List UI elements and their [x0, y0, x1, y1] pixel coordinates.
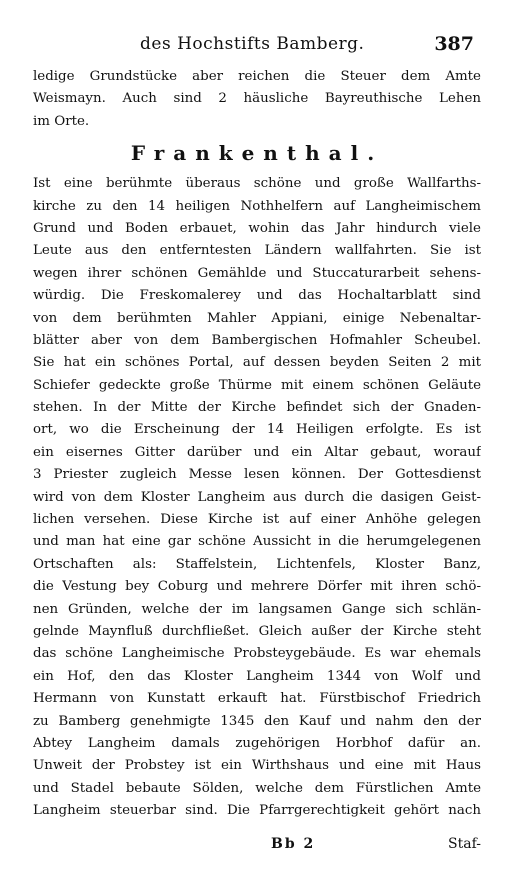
page-header: [140, 32, 474, 56]
text-line: gelnde Maynfluß durchfließet. Gleich außer der Kirche steht: [33, 623, 481, 639]
catchword: Staf-: [448, 836, 481, 852]
text-line: Grund und Boden erbauet, wohin das Jahr hindurch viele: [33, 220, 481, 236]
body-text: [33, 66, 481, 823]
page-footer: [33, 832, 481, 856]
text-line: würdig. Die Freskomalerey und das Hochaltarblatt sind: [33, 288, 481, 304]
text-line: das schöne Langheimische Probsteygebäude. Es war ehemals: [33, 646, 481, 662]
text-line: Weismayn. Auch sind 2 häusliche Bayreuthische Lehen: [33, 91, 481, 107]
signature-mark: Bb 2: [271, 836, 316, 852]
page-number: 387: [434, 33, 474, 55]
running-title: des Hochstifts Bamberg.: [140, 34, 365, 54]
text-line: Ist eine berühmte überaus schöne und große Wallfarths-: [33, 176, 481, 192]
text-line: und Stadel bebaute Sölden, welche dem Fürstlichen Amte: [33, 780, 481, 796]
text-block-after-heading: [33, 173, 481, 822]
text-line: blätter aber von dem Bambergischen Hofmahler Scheubel.: [33, 332, 481, 348]
text-line: Abtey Langheim damals zugehörigen Horbhof dafür an.: [33, 735, 481, 751]
text-line: von dem berühmten Mahler Appiani, einige Nebenaltar-: [33, 310, 481, 326]
text-line: Langheim steuerbar sind. Die Pfarrgerechtigkeit gehört nach: [33, 803, 481, 819]
text-line: kirche zu den 14 heiligen Nothhelfern auf Langheimischem: [33, 198, 481, 214]
text-line: Ortschaften als: Staffelstein, Lichtenfels, Kloster Banz,: [33, 556, 481, 572]
text-line: Leute aus den entferntesten Ländern wallfahrten. Sie ist: [33, 243, 481, 259]
text-block-before-heading: [33, 66, 481, 133]
text-line: Hermann von Kunstatt erkauft hat. Fürstbischof Friedrich: [33, 691, 481, 707]
text-line: ledige Grundstücke aber reichen die Steuer dem Amte: [33, 69, 481, 84]
text-line: Unweit der Probstey ist ein Wirthshaus und eine mit Haus: [33, 758, 481, 774]
text-line: ein eisernes Gitter darüber und ein Altar gebaut, worauf: [33, 444, 481, 460]
text-line: lichen versehen. Diese Kirche ist auf einer Anhöhe gelegen: [33, 512, 481, 528]
text-line: nen Gründen, welche der im langsamen Gange sich schlän-: [33, 601, 481, 617]
text-line: stehen. In der Mitte der Kirche befindet sich der Gnaden-: [33, 400, 481, 416]
text-line: zu Bamberg genehmigte 1345 den Kauf und nahm den der: [33, 713, 481, 729]
text-line: die Vestung bey Coburg und mehrere Dörfer mit ihren schö-: [33, 579, 481, 595]
text-line: Sie hat ein schönes Portal, auf dessen beyden Seiten 2 mit: [33, 355, 481, 371]
text-line: wird von dem Kloster Langheim aus durch die dasigen Geist-: [33, 489, 481, 505]
text-line: ein Hof, den das Kloster Langheim 1344 von Wolf und: [33, 668, 481, 684]
text-line: 3 Priester zugleich Messe lesen können. Der Gottesdienst: [33, 467, 481, 483]
section-heading: Frankenthal.: [130, 141, 384, 166]
text-line: ort, wo die Erscheinung der 14 Heiligen erfolgte. Es ist: [33, 422, 481, 438]
text-line: und man hat eine gar schöne Aussicht in die herumgelegenen: [33, 534, 481, 550]
text-line: Schiefer gedeckte große Thürme mit einem schönen Geläute: [33, 377, 481, 393]
text-line: wegen ihrer schönen Gemählde und Stuccaturarbeit sehens-: [33, 265, 481, 281]
text-line: im Orte.: [33, 113, 90, 129]
